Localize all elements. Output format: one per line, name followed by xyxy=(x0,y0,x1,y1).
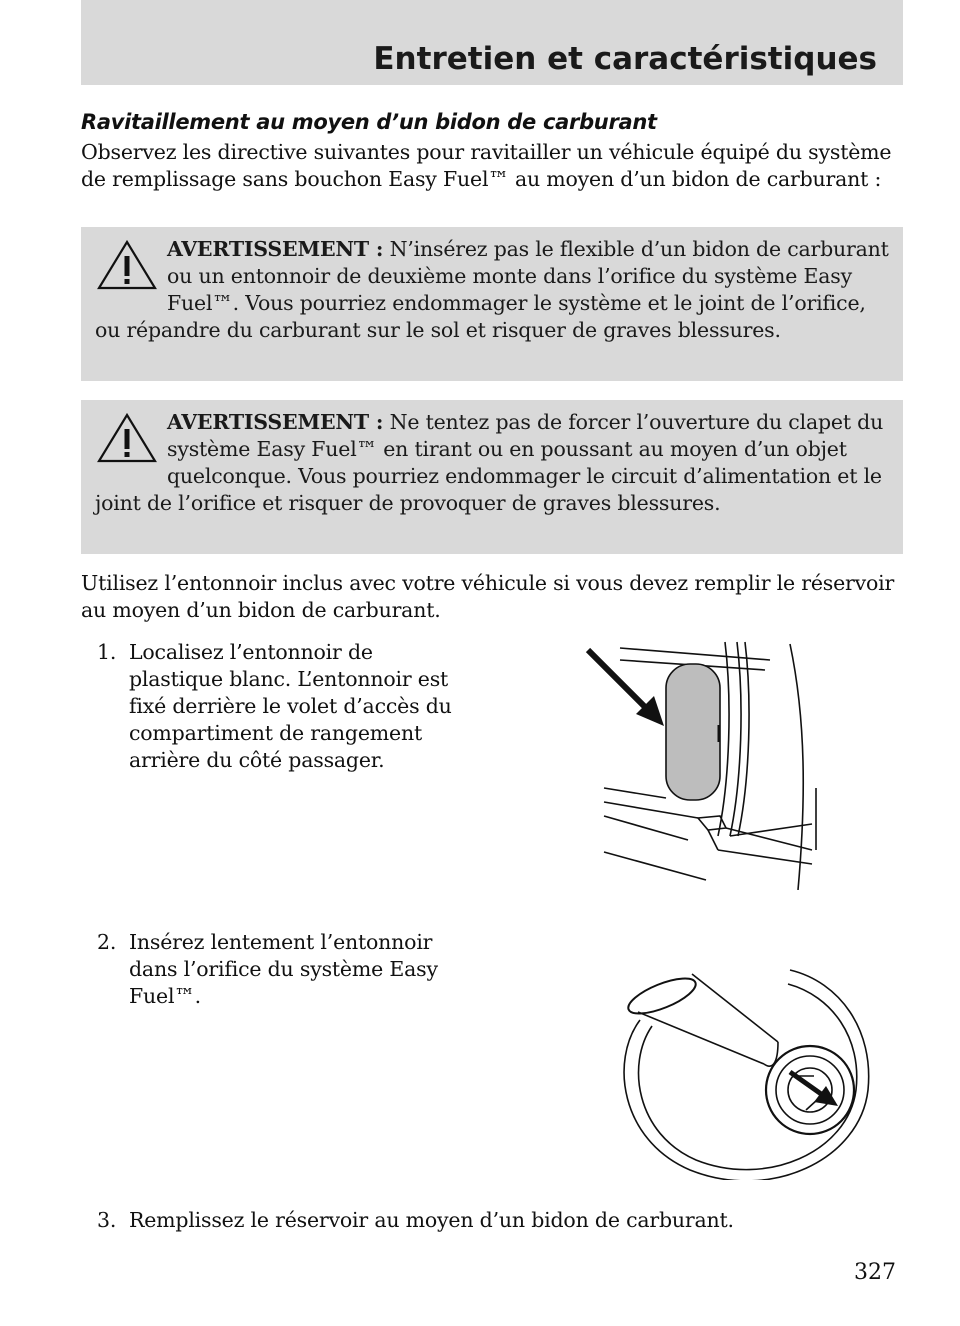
step-line: fixé derrière le volet d’accès du xyxy=(129,694,452,718)
warning-label-2: AVERTISSEMENT : xyxy=(167,410,384,434)
step-2 xyxy=(97,929,438,1010)
warning-triangle-icon xyxy=(95,238,159,292)
section-heading: Ravitaillement au moyen d’un bidon de carburant xyxy=(81,110,657,134)
intro-paragraph: Observez les directive suivantes pour ravitailler un véhicule équipé du système de remplissage sans bouchon Easy Fuel™ au moyen d’un bidon de carburant : xyxy=(81,140,892,191)
warning-text-1 xyxy=(95,236,889,344)
warning-box-2 xyxy=(81,400,903,554)
step-line: arrière du côté passager. xyxy=(129,748,385,772)
step-line: Insérez lentement l’entonnoir xyxy=(129,930,433,954)
step-line: Localisez l’entonnoir de xyxy=(129,640,373,664)
step-number: 1. xyxy=(97,640,117,664)
step-number: 2. xyxy=(97,930,117,954)
step-3 xyxy=(97,1207,734,1234)
header-band xyxy=(81,0,903,85)
page-title: Entretien et caractéristiques xyxy=(373,41,877,77)
warning-text-2 xyxy=(95,409,889,517)
warning-label-1: AVERTISSEMENT : xyxy=(167,237,384,261)
step-1 xyxy=(97,639,452,774)
warning-message-1: N’insérez pas le flexible d’un bidon de carburant ou un entonnoir de deuxième monte dans l’orifice du système Easy Fuel™. Vous pourriez endommager le système et le joint de l’orifice, ou répandre du carburant sur le sol et risquer de graves blessures. xyxy=(95,237,889,342)
funnel-location-illustration xyxy=(580,640,840,890)
warning-triangle-icon xyxy=(95,411,159,465)
warning-box-1 xyxy=(81,227,903,381)
step-line: compartiment de rangement xyxy=(129,721,422,745)
step-number: 3. xyxy=(97,1208,117,1232)
warning-message-2: Ne tentez pas de forcer l’ouverture du clapet du système Easy Fuel™ en tirant ou en poussant au moyen d’un objet quelconque. Vous pourriez endommager le circuit d’alimentation et le joint de l’orifice et risquer de provoquer de graves blessures. xyxy=(95,410,884,515)
step-line: plastique blanc. L’entonnoir est xyxy=(129,667,449,691)
funnel-insertion-illustration xyxy=(600,940,880,1180)
page-number: 327 xyxy=(854,1260,896,1285)
step-line: dans l’orifice du système Easy xyxy=(129,957,438,981)
funnel-paragraph: Utilisez l’entonnoir inclus avec votre véhicule si vous devez remplir le réservoir au moyen d’un bidon de carburant. xyxy=(81,571,895,622)
step-line: Remplissez le réservoir au moyen d’un bidon de carburant. xyxy=(129,1208,734,1232)
step-line: Fuel™. xyxy=(129,984,201,1008)
